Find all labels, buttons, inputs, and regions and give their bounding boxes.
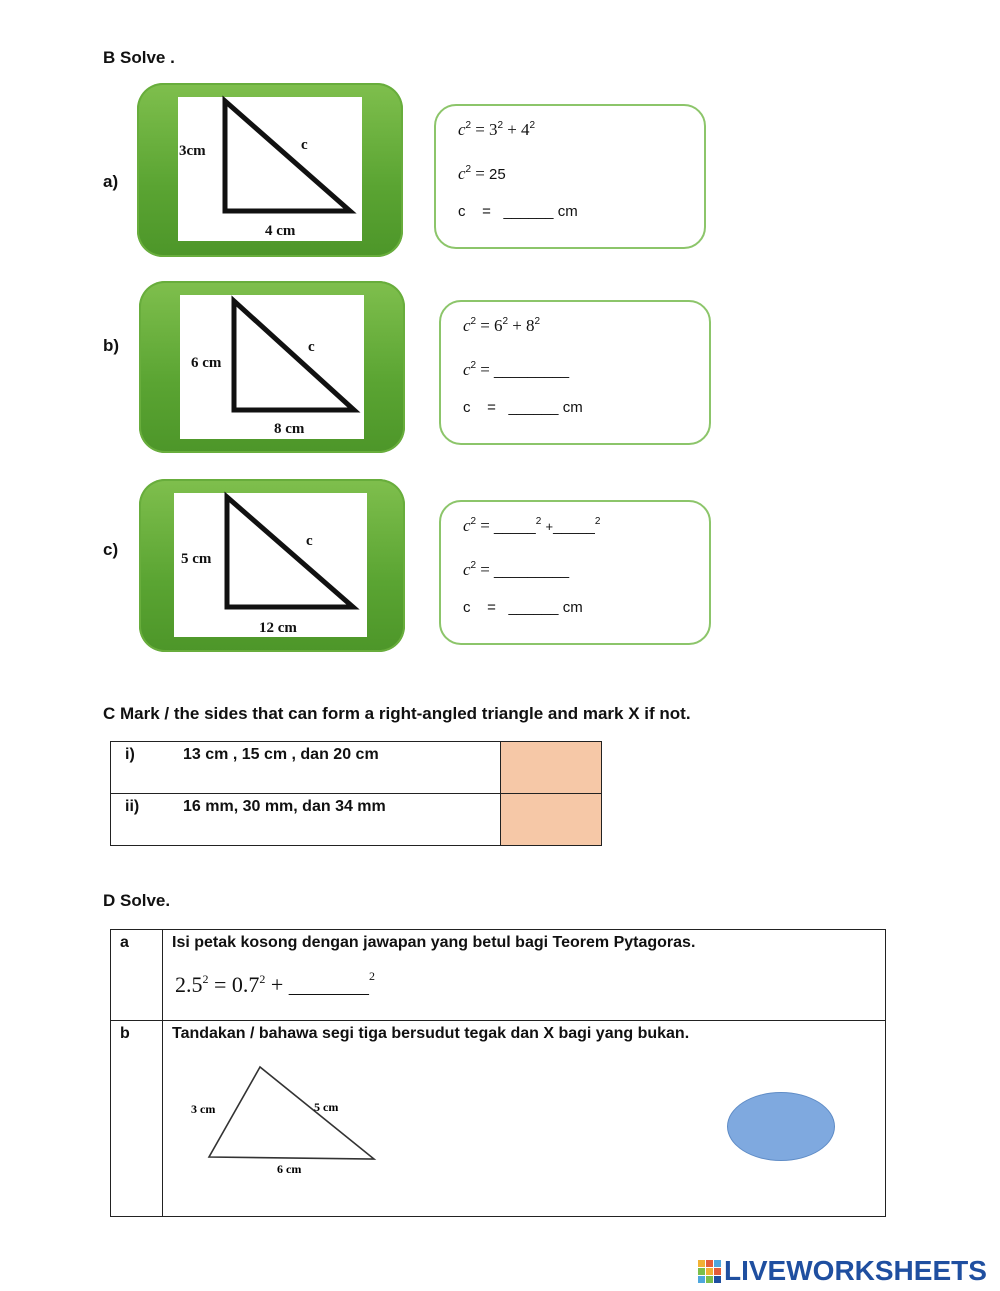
eq-line-1: $c^2 = 6^2 + 8^2$ [463, 316, 541, 335]
answer-blank[interactable]: _________ [494, 362, 570, 379]
section-d-heading: D Solve. [103, 891, 171, 910]
liveworksheets-brand: LIVEWORKSHEETS [724, 1255, 987, 1286]
answer-blank[interactable]: _________ [288, 979, 369, 996]
side-b-label: 8 cm [274, 421, 305, 437]
side-a-label: 5 cm [181, 551, 212, 567]
row-text: Isi petak kosong dengan jawapan yang betul bagi Teorem Pytagoras. [172, 934, 696, 951]
row-number: a [111, 930, 163, 1021]
answer-ellipse[interactable] [727, 1092, 835, 1161]
row-text: 16 mm, 30 mm, dan 34 mm [183, 798, 386, 815]
item-a-label: a) [103, 172, 119, 191]
answer-blank[interactable]: _________ [494, 562, 570, 579]
triangle-image-b [180, 295, 364, 439]
item-c-label: c) [103, 540, 119, 559]
table-row [111, 794, 602, 846]
side-right-label: 5 cm [314, 1100, 339, 1114]
table-row [111, 930, 886, 1021]
eq-line-3: c = ______ cm [463, 399, 583, 416]
triangle-card-c [139, 479, 405, 652]
equation-box-b [439, 300, 711, 445]
eq-line-2: $c^2 = 25$ [458, 164, 506, 183]
side-bottom-label: 6 cm [277, 1162, 302, 1176]
answer-cell[interactable] [500, 742, 601, 794]
eq-line-3: c = ______ cm [458, 203, 578, 220]
side-a-label: 3cm [179, 143, 206, 159]
table-row [111, 742, 602, 794]
side-a-label: 6 cm [191, 355, 222, 371]
row-number: ii) [125, 798, 140, 815]
triangle-image-c [174, 493, 367, 637]
equation-box-a [434, 104, 706, 249]
side-b-label: 12 cm [259, 620, 297, 636]
scalene-triangle-figure [171, 1057, 401, 1176]
answer-blank[interactable]: _____ [553, 518, 595, 535]
row-number: b [111, 1021, 163, 1217]
section-c-heading: C Mark / the sides that can form a right-angled triangle and mark X if not. [103, 704, 691, 723]
equation-box-c [439, 500, 711, 645]
hyp-label: c [306, 533, 313, 549]
answer-blank[interactable]: ______ [508, 399, 559, 416]
answer-cell[interactable] [500, 794, 601, 846]
row-text: Tandakan / bahawa segi tiga bersudut tegak dan X bagi yang bukan. [172, 1025, 690, 1042]
item-b-label: b) [103, 336, 120, 355]
triangle-card-a [137, 83, 403, 257]
eq-line-3: c = ______ cm [463, 599, 583, 616]
eq-line-2: $c^2$ = _________ [463, 360, 570, 379]
eq-line-2: $c^2$ = _________ [463, 560, 570, 579]
section-b-heading: B Solve . [103, 48, 175, 67]
hyp-label: c [308, 339, 315, 355]
row-text: 13 cm , 15 cm , dan 20 cm [183, 746, 379, 763]
eq-line-1: $c^2 = 3^2 + 4^2$ [458, 120, 536, 139]
row-number: i) [125, 746, 135, 763]
triangle-card-b [139, 281, 405, 453]
eq-line-1: $c^2$ = _____$^2$ +_____$^2$ [463, 516, 601, 535]
answer-blank[interactable]: ______ [503, 203, 554, 220]
section-d-table [110, 929, 886, 1217]
side-b-label: 4 cm [265, 223, 296, 239]
liveworksheets-logo-icon [698, 1260, 722, 1284]
answer-blank[interactable]: _____ [494, 518, 536, 535]
pythagoras-equation: $2.5^2 = 0.7^2$ + _________$^2$ [175, 969, 375, 997]
section-c-table [110, 741, 602, 846]
side-left-label: 3 cm [191, 1102, 216, 1116]
answer-blank[interactable]: ______ [508, 599, 559, 616]
hyp-label: c [301, 137, 308, 153]
triangle-image-a [178, 97, 362, 241]
